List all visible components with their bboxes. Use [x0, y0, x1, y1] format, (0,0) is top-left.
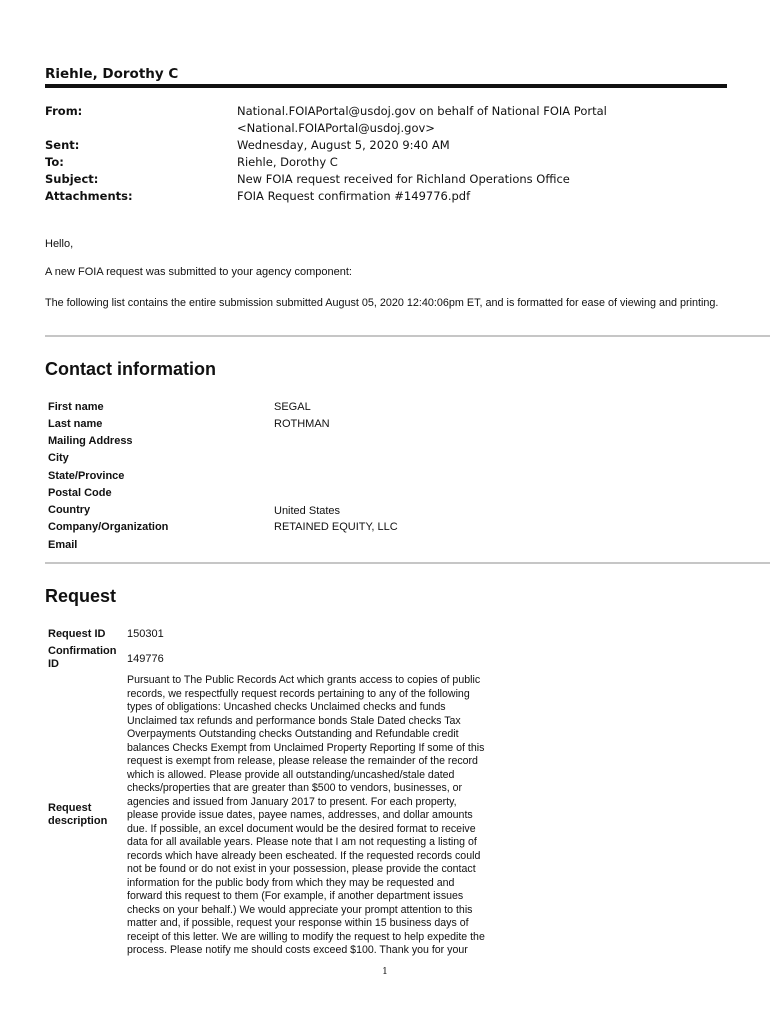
description-line: which is allowed. Please provide all outstanding/uncashed/stale dated — [127, 768, 455, 781]
description-label-line: Request — [48, 802, 92, 814]
subject-label: Subject: — [45, 172, 99, 186]
email-sender-name: Riehle, Dorothy C — [45, 66, 179, 82]
greeting: Hello, — [45, 238, 74, 250]
section-divider — [45, 335, 770, 337]
contact-label: Last name — [48, 418, 103, 430]
request-description-text — [127, 674, 517, 958]
contact-label: First name — [48, 401, 104, 413]
attachments-label: Attachments: — [45, 189, 133, 203]
contact-value: SEGAL — [274, 401, 311, 413]
contact-label: Country — [48, 504, 91, 516]
page-number: 1 — [382, 967, 388, 977]
contact-value: United States — [274, 505, 341, 517]
description-line: types of obligations: Uncashed checks Unclaimed checks and funds — [127, 701, 446, 713]
description-line: records, we respectfully request records pertaining to any of the following — [127, 687, 470, 700]
subject-value: New FOIA request received for Richland Operations Office — [237, 172, 570, 186]
contact-label: Company/Organization — [48, 521, 169, 533]
contact-value: ROTHMAN — [274, 418, 330, 430]
header-divider — [45, 84, 727, 88]
description-line: Pursuant to The Public Records Act which grants access to copies of public — [127, 674, 481, 686]
contact-label: State/Province — [48, 470, 125, 482]
contact-label: Postal Code — [48, 487, 112, 499]
description-line: not be found or do not exist in your possession, please provide the contact — [127, 863, 476, 875]
from-label: From: — [45, 104, 83, 118]
attachment-link[interactable]: FOIA Request confirmation #149776.pdf — [237, 189, 471, 203]
request-id-value: 150301 — [127, 628, 164, 640]
description-line: receipt of this letter. We are willing to modify the request to help expedite the — [127, 930, 485, 943]
sent-value: Wednesday, August 5, 2020 9:40 AM — [237, 138, 450, 152]
request-id-label: Request ID — [48, 628, 106, 640]
description-line: due. If possible, an excel document would be the desired format to receive — [127, 822, 476, 835]
contact-section-title: Contact information — [45, 359, 216, 379]
section-divider — [45, 562, 770, 564]
description-line: information for the public body from which they may be requested and — [127, 876, 455, 889]
contact-value: RETAINED EQUITY, LLC — [274, 521, 398, 533]
to-label: To: — [45, 155, 64, 169]
description-line: please provide issue dates, payee names, addresses, and dollar amounts — [127, 809, 473, 821]
description-line: request is exempt from release, please release the remainder of the record — [127, 755, 478, 767]
description-line: Overpayments Outstanding checks Outstanding and Refundable credit — [127, 728, 459, 740]
confirmation-id-label — [48, 645, 116, 671]
description-line: process. Please notify me should costs exceed $100. Thank you for your — [127, 944, 468, 956]
intro-text: A new FOIA request was submitted to your agency component: — [45, 266, 352, 278]
submission-note: The following list contains the entire submission submitted August 05, 2020 12:40:06pm ET, and is formatted for ease of viewing and printing. — [45, 297, 719, 309]
description-line: records which have already been escheated. If the requested records could — [127, 849, 481, 862]
confirmation-id-value: 149776 — [127, 653, 164, 665]
confirmation-label-line: ID — [48, 658, 59, 670]
contact-label: Mailing Address — [48, 435, 133, 447]
sent-label: Sent: — [45, 138, 80, 152]
from-value-address: <National.FOIAPortal@usdoj.gov> — [237, 121, 435, 135]
description-line: balances Checks Exempt from Unclaimed Property Reporting If some of this — [127, 741, 485, 754]
description-line: matter and, if possible, request your response within 15 business days of — [127, 917, 469, 929]
description-line: data for all available years. Please note that I am not requesting a listing of — [127, 836, 477, 848]
description-line: forward this request to them (For example, if another department issues — [127, 890, 464, 902]
from-value: National.FOIAPortal@usdoj.gov on behalf of National FOIA Portal — [237, 104, 607, 118]
confirmation-label-line: Confirmation — [48, 645, 117, 657]
description-line: checks on your behalf.) We would appreciate your prompt attention to this — [127, 903, 473, 916]
request-description-label — [48, 802, 107, 828]
description-line: checks/properties that are greater than $500 to vendors, businesses, or — [127, 782, 463, 794]
description-line: Unclaimed tax refunds and performance bonds Stale Dated checks Tax — [127, 714, 461, 727]
to-value: Riehle, Dorothy C — [237, 155, 338, 169]
description-line: agencies and issued from January 2017 to present. For each property, — [127, 795, 457, 808]
description-label-line: description — [48, 815, 108, 827]
request-section-title: Request — [45, 586, 117, 606]
contact-label: City — [48, 452, 69, 464]
contact-label: Email — [48, 539, 78, 551]
